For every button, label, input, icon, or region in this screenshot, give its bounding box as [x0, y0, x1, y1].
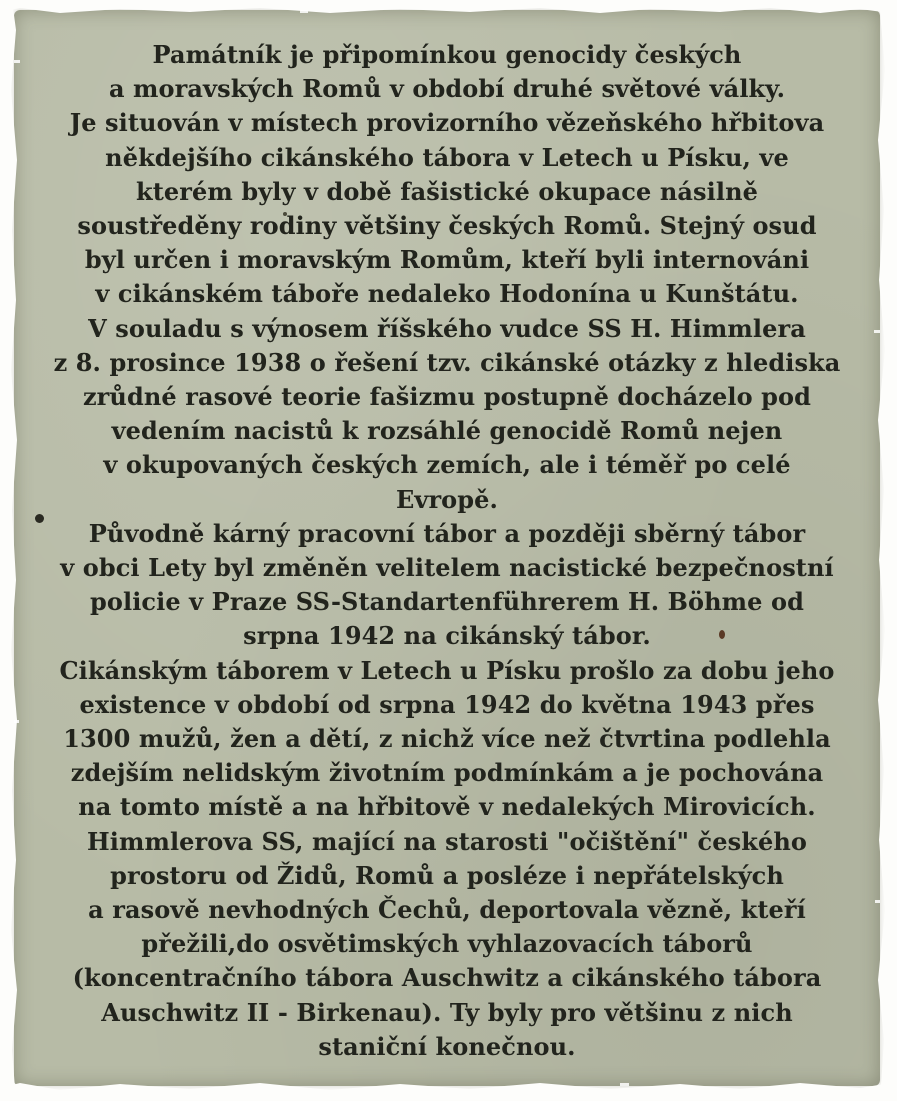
inscription-line: Je situován v místech provizorního vězeňského hřbitova: [69, 108, 825, 138]
inscription-line: byl určen i moravským Romům, kteří byli internováni: [84, 245, 810, 275]
inscription-line: v cikánském táboře nedaleko Hodonína u Kunštátu.: [95, 279, 799, 309]
inscription-line: Auschwitz II - Birkenau). Ty byly pro většinu z nich: [101, 997, 793, 1027]
inscription-line: srpna 1942 na cikánský tábor.: [243, 621, 651, 651]
inscription-line: soustředěny rodiny většiny českých Romů. Stejný osud: [77, 211, 817, 241]
inscription-line: a rasově nevhodných Čechů, deportovala vězně, kteří: [88, 895, 806, 925]
inscription-line: někdejšího cikánského tábora v Letech u Písku, ve: [105, 142, 789, 172]
inscription-line: Památník je připomínkou genocidy českých: [152, 40, 742, 69]
inscription-line: policie v Praze SS-Standartenführerem H. Böhme od: [90, 587, 804, 617]
inscription-line: prostoru od Židů, Romů a posléze i nepřátelských: [110, 860, 784, 890]
inscription-line: Původně kárný pracovní tábor a později sběrný tábor: [88, 518, 806, 548]
inscription-line: existence v období od srpna 1942 do května 1943 přes: [79, 689, 815, 719]
inscription-line: Cikánským táborem v Letech u Písku prošlo za dobu jeho: [59, 655, 835, 685]
inscription-line: a moravských Romů v období druhé světové války.: [108, 74, 786, 104]
plaque-inscription: [14, 38, 880, 1064]
inscription-line: vedením nacistů k rozsáhlé genocidě Romů nejen: [111, 416, 783, 446]
inscription-line: v okupovaných českých zemích, ale i téměř po celé: [103, 450, 791, 480]
inscription-line: Himmlerova SS, mající na starosti "očištění" českého: [86, 826, 807, 856]
inscription-line: z 8. prosince 1938 o řešení tzv. cikánské otázky z hlediska: [53, 347, 841, 377]
inscription-line: V souladu s výnosem říšského vudce SS H. Himmlera: [88, 313, 806, 343]
inscription-line: 1300 mužů, žen a dětí, z nichž více než čtvrtina podlehla: [63, 724, 831, 754]
inscription-line: kterém byly v době fašistické okupace násilně: [136, 176, 758, 206]
inscription-line: Evropě.: [396, 484, 498, 514]
inscription-line: staniční konečnou.: [318, 1031, 576, 1061]
inscription-line: zdejším nelidským životním podmínkám a je pochována: [70, 758, 824, 788]
inscription-line: (koncentračního tábora Auschwitz a cikánského tábora: [72, 963, 822, 993]
inscription-line: zrůdné rasové teorie fašizmu postupně docházelo pod: [82, 382, 812, 412]
inscription-line: na tomto místě a na hřbitově v nedalekých Mirovicích.: [78, 792, 816, 822]
inscription-line: přežili,do osvětimských vyhlazovacích táborů: [141, 929, 753, 959]
inscription-line: v obci Lety byl změněn velitelem nacistické bezpečnostní: [60, 553, 834, 583]
